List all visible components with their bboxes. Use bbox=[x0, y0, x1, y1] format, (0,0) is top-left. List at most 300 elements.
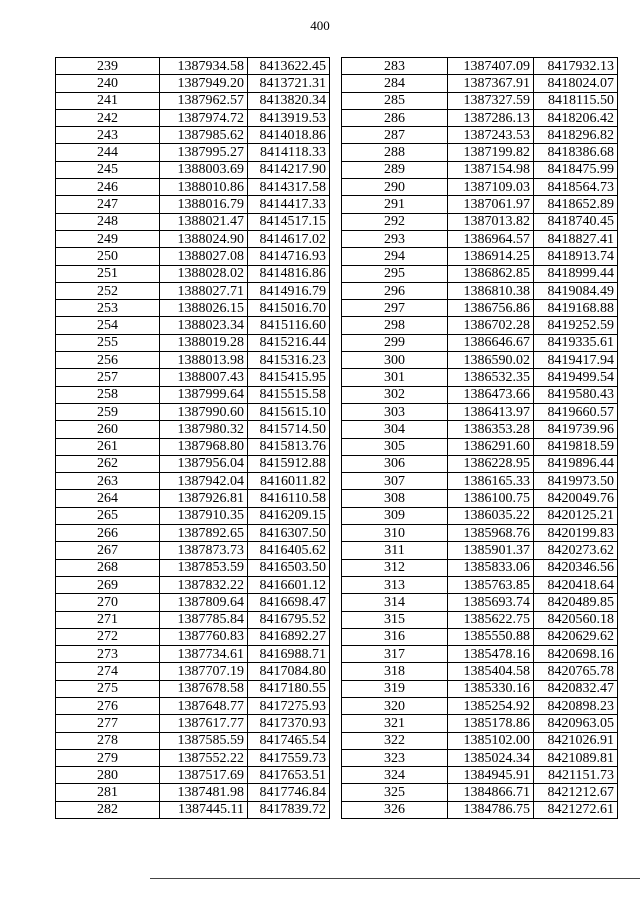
point-number-cell: 274 bbox=[56, 663, 160, 680]
y-coordinate-cell: 8419818.59 bbox=[534, 438, 618, 455]
y-coordinate-cell: 8417465.54 bbox=[248, 732, 330, 749]
table-row bbox=[56, 248, 330, 265]
y-coordinate-cell: 8416011.82 bbox=[248, 473, 330, 490]
table-row bbox=[342, 525, 618, 542]
point-number-cell: 299 bbox=[342, 334, 448, 351]
y-coordinate-cell: 8417746.84 bbox=[248, 784, 330, 801]
table-row bbox=[56, 801, 330, 818]
table-row bbox=[342, 594, 618, 611]
point-number-cell: 311 bbox=[342, 542, 448, 559]
y-coordinate-cell: 8419499.54 bbox=[534, 369, 618, 386]
x-coordinate-cell: 1387910.35 bbox=[160, 507, 248, 524]
y-coordinate-cell: 8417932.13 bbox=[534, 58, 618, 75]
x-coordinate-cell: 1386862.85 bbox=[448, 265, 534, 282]
point-number-cell: 289 bbox=[342, 161, 448, 178]
y-coordinate-cell: 8420898.23 bbox=[534, 697, 618, 714]
table-row bbox=[56, 732, 330, 749]
x-coordinate-cell: 1387934.58 bbox=[160, 58, 248, 75]
y-coordinate-cell: 8414816.86 bbox=[248, 265, 330, 282]
point-number-cell: 281 bbox=[56, 784, 160, 801]
table-row bbox=[342, 715, 618, 732]
x-coordinate-cell: 1387926.81 bbox=[160, 490, 248, 507]
x-coordinate-cell: 1388023.34 bbox=[160, 317, 248, 334]
y-coordinate-cell: 8418475.99 bbox=[534, 161, 618, 178]
x-coordinate-cell: 1387286.13 bbox=[448, 109, 534, 126]
point-number-cell: 259 bbox=[56, 403, 160, 420]
y-coordinate-cell: 8415216.44 bbox=[248, 334, 330, 351]
y-coordinate-cell: 8421212.67 bbox=[534, 784, 618, 801]
point-number-cell: 307 bbox=[342, 473, 448, 490]
table-row bbox=[342, 127, 618, 144]
x-coordinate-cell: 1384866.71 bbox=[448, 784, 534, 801]
point-number-cell: 318 bbox=[342, 663, 448, 680]
y-coordinate-cell: 8417275.93 bbox=[248, 697, 330, 714]
y-coordinate-cell: 8414517.15 bbox=[248, 213, 330, 230]
x-coordinate-cell: 1387445.11 bbox=[160, 801, 248, 818]
y-coordinate-cell: 8413820.34 bbox=[248, 92, 330, 109]
x-coordinate-cell: 1387892.65 bbox=[160, 525, 248, 542]
point-number-cell: 250 bbox=[56, 248, 160, 265]
coordinates-table-left bbox=[55, 57, 330, 819]
table-row bbox=[56, 715, 330, 732]
point-number-cell: 296 bbox=[342, 282, 448, 299]
table-row bbox=[342, 144, 618, 161]
y-coordinate-cell: 8419168.88 bbox=[534, 300, 618, 317]
table-row bbox=[56, 369, 330, 386]
x-coordinate-cell: 1387832.22 bbox=[160, 576, 248, 593]
x-coordinate-cell: 1388024.90 bbox=[160, 230, 248, 247]
x-coordinate-cell: 1386228.95 bbox=[448, 455, 534, 472]
x-coordinate-cell: 1388007.43 bbox=[160, 369, 248, 386]
x-coordinate-cell: 1388019.28 bbox=[160, 334, 248, 351]
x-coordinate-cell: 1385024.34 bbox=[448, 749, 534, 766]
x-coordinate-cell: 1387013.82 bbox=[448, 213, 534, 230]
table-row bbox=[56, 576, 330, 593]
point-number-cell: 323 bbox=[342, 749, 448, 766]
table-row bbox=[56, 196, 330, 213]
x-coordinate-cell: 1386964.57 bbox=[448, 230, 534, 247]
table-row bbox=[342, 58, 618, 75]
y-coordinate-cell: 8413919.53 bbox=[248, 109, 330, 126]
x-coordinate-cell: 1386702.28 bbox=[448, 317, 534, 334]
point-number-cell: 256 bbox=[56, 352, 160, 369]
y-coordinate-cell: 8415615.10 bbox=[248, 403, 330, 420]
point-number-cell: 315 bbox=[342, 611, 448, 628]
x-coordinate-cell: 1387327.59 bbox=[448, 92, 534, 109]
y-coordinate-cell: 8416209.15 bbox=[248, 507, 330, 524]
x-coordinate-cell: 1387109.03 bbox=[448, 179, 534, 196]
y-coordinate-cell: 8416892.27 bbox=[248, 628, 330, 645]
y-coordinate-cell: 8415116.60 bbox=[248, 317, 330, 334]
table-row bbox=[56, 127, 330, 144]
x-coordinate-cell: 1387648.77 bbox=[160, 697, 248, 714]
y-coordinate-cell: 8416503.50 bbox=[248, 559, 330, 576]
y-coordinate-cell: 8419660.57 bbox=[534, 403, 618, 420]
point-number-cell: 286 bbox=[342, 109, 448, 126]
point-number-cell: 245 bbox=[56, 161, 160, 178]
point-number-cell: 241 bbox=[56, 92, 160, 109]
y-coordinate-cell: 8416698.47 bbox=[248, 594, 330, 611]
point-number-cell: 310 bbox=[342, 525, 448, 542]
x-coordinate-cell: 1385550.88 bbox=[448, 628, 534, 645]
x-coordinate-cell: 1385330.16 bbox=[448, 680, 534, 697]
y-coordinate-cell: 8419252.59 bbox=[534, 317, 618, 334]
x-coordinate-cell: 1387481.98 bbox=[160, 784, 248, 801]
x-coordinate-cell: 1385833.06 bbox=[448, 559, 534, 576]
point-number-cell: 240 bbox=[56, 75, 160, 92]
point-number-cell: 257 bbox=[56, 369, 160, 386]
y-coordinate-cell: 8415714.50 bbox=[248, 421, 330, 438]
x-coordinate-cell: 1386035.22 bbox=[448, 507, 534, 524]
point-number-cell: 255 bbox=[56, 334, 160, 351]
bottom-divider bbox=[150, 878, 640, 879]
table-row bbox=[56, 594, 330, 611]
y-coordinate-cell: 8418206.42 bbox=[534, 109, 618, 126]
x-coordinate-cell: 1385901.37 bbox=[448, 542, 534, 559]
table-row bbox=[56, 213, 330, 230]
table-row bbox=[56, 109, 330, 126]
y-coordinate-cell: 8418386.68 bbox=[534, 144, 618, 161]
table-row bbox=[342, 161, 618, 178]
table-row bbox=[342, 92, 618, 109]
y-coordinate-cell: 8420698.16 bbox=[534, 646, 618, 663]
point-number-cell: 248 bbox=[56, 213, 160, 230]
x-coordinate-cell: 1388027.71 bbox=[160, 282, 248, 299]
y-coordinate-cell: 8421272.61 bbox=[534, 801, 618, 818]
table-row bbox=[56, 542, 330, 559]
point-number-cell: 298 bbox=[342, 317, 448, 334]
x-coordinate-cell: 1387942.04 bbox=[160, 473, 248, 490]
point-number-cell: 246 bbox=[56, 179, 160, 196]
table-row bbox=[342, 646, 618, 663]
y-coordinate-cell: 8419417.94 bbox=[534, 352, 618, 369]
point-number-cell: 314 bbox=[342, 594, 448, 611]
y-coordinate-cell: 8415016.70 bbox=[248, 300, 330, 317]
x-coordinate-cell: 1387990.60 bbox=[160, 403, 248, 420]
point-number-cell: 312 bbox=[342, 559, 448, 576]
table-row bbox=[342, 507, 618, 524]
point-number-cell: 317 bbox=[342, 646, 448, 663]
x-coordinate-cell: 1385178.86 bbox=[448, 715, 534, 732]
table-row bbox=[342, 697, 618, 714]
y-coordinate-cell: 8419335.61 bbox=[534, 334, 618, 351]
y-coordinate-cell: 8420489.85 bbox=[534, 594, 618, 611]
table-row bbox=[56, 473, 330, 490]
x-coordinate-cell: 1386590.02 bbox=[448, 352, 534, 369]
x-coordinate-cell: 1385968.76 bbox=[448, 525, 534, 542]
point-number-cell: 272 bbox=[56, 628, 160, 645]
x-coordinate-cell: 1387407.09 bbox=[448, 58, 534, 75]
table-row bbox=[342, 265, 618, 282]
x-coordinate-cell: 1388028.02 bbox=[160, 265, 248, 282]
y-coordinate-cell: 8418296.82 bbox=[534, 127, 618, 144]
table-row bbox=[56, 265, 330, 282]
x-coordinate-cell: 1385404.58 bbox=[448, 663, 534, 680]
y-coordinate-cell: 8420963.05 bbox=[534, 715, 618, 732]
x-coordinate-cell: 1385622.75 bbox=[448, 611, 534, 628]
table-row bbox=[56, 317, 330, 334]
y-coordinate-cell: 8416405.62 bbox=[248, 542, 330, 559]
table-row bbox=[56, 507, 330, 524]
table-row bbox=[56, 559, 330, 576]
table-row bbox=[342, 663, 618, 680]
y-coordinate-cell: 8418564.73 bbox=[534, 179, 618, 196]
point-number-cell: 321 bbox=[342, 715, 448, 732]
point-number-cell: 244 bbox=[56, 144, 160, 161]
y-coordinate-cell: 8415515.58 bbox=[248, 386, 330, 403]
table-row bbox=[342, 334, 618, 351]
point-number-cell: 265 bbox=[56, 507, 160, 524]
y-coordinate-cell: 8418999.44 bbox=[534, 265, 618, 282]
point-number-cell: 306 bbox=[342, 455, 448, 472]
table-row bbox=[342, 317, 618, 334]
point-number-cell: 295 bbox=[342, 265, 448, 282]
x-coordinate-cell: 1386756.86 bbox=[448, 300, 534, 317]
x-coordinate-cell: 1387734.61 bbox=[160, 646, 248, 663]
point-number-cell: 268 bbox=[56, 559, 160, 576]
point-number-cell: 294 bbox=[342, 248, 448, 265]
point-number-cell: 304 bbox=[342, 421, 448, 438]
point-number-cell: 303 bbox=[342, 403, 448, 420]
table-row bbox=[342, 576, 618, 593]
point-number-cell: 278 bbox=[56, 732, 160, 749]
y-coordinate-cell: 8419896.44 bbox=[534, 455, 618, 472]
y-coordinate-cell: 8417559.73 bbox=[248, 749, 330, 766]
table-row bbox=[342, 248, 618, 265]
table-row bbox=[342, 75, 618, 92]
y-coordinate-cell: 8420199.83 bbox=[534, 525, 618, 542]
table-row bbox=[56, 421, 330, 438]
table-row bbox=[56, 697, 330, 714]
point-number-cell: 322 bbox=[342, 732, 448, 749]
point-number-cell: 277 bbox=[56, 715, 160, 732]
y-coordinate-cell: 8416307.50 bbox=[248, 525, 330, 542]
x-coordinate-cell: 1387061.97 bbox=[448, 196, 534, 213]
point-number-cell: 316 bbox=[342, 628, 448, 645]
point-number-cell: 287 bbox=[342, 127, 448, 144]
x-coordinate-cell: 1387678.58 bbox=[160, 680, 248, 697]
point-number-cell: 283 bbox=[342, 58, 448, 75]
x-coordinate-cell: 1387585.59 bbox=[160, 732, 248, 749]
table-row bbox=[56, 161, 330, 178]
table-row bbox=[342, 196, 618, 213]
point-number-cell: 285 bbox=[342, 92, 448, 109]
x-coordinate-cell: 1387243.53 bbox=[448, 127, 534, 144]
y-coordinate-cell: 8419739.96 bbox=[534, 421, 618, 438]
point-number-cell: 305 bbox=[342, 438, 448, 455]
table-row bbox=[56, 749, 330, 766]
table-row bbox=[342, 732, 618, 749]
table-row bbox=[342, 473, 618, 490]
point-number-cell: 260 bbox=[56, 421, 160, 438]
point-number-cell: 275 bbox=[56, 680, 160, 697]
point-number-cell: 239 bbox=[56, 58, 160, 75]
x-coordinate-cell: 1388013.98 bbox=[160, 352, 248, 369]
point-number-cell: 293 bbox=[342, 230, 448, 247]
x-coordinate-cell: 1387956.04 bbox=[160, 455, 248, 472]
y-coordinate-cell: 8416601.12 bbox=[248, 576, 330, 593]
y-coordinate-cell: 8414916.79 bbox=[248, 282, 330, 299]
point-number-cell: 290 bbox=[342, 179, 448, 196]
x-coordinate-cell: 1387968.80 bbox=[160, 438, 248, 455]
y-coordinate-cell: 8420765.78 bbox=[534, 663, 618, 680]
table-row bbox=[342, 352, 618, 369]
y-coordinate-cell: 8416795.52 bbox=[248, 611, 330, 628]
point-number-cell: 284 bbox=[342, 75, 448, 92]
x-coordinate-cell: 1387199.82 bbox=[448, 144, 534, 161]
table-row bbox=[342, 403, 618, 420]
table-row bbox=[56, 58, 330, 75]
y-coordinate-cell: 8413622.45 bbox=[248, 58, 330, 75]
point-number-cell: 262 bbox=[56, 455, 160, 472]
table-row bbox=[342, 680, 618, 697]
table-row bbox=[56, 680, 330, 697]
y-coordinate-cell: 8421089.81 bbox=[534, 749, 618, 766]
x-coordinate-cell: 1384945.91 bbox=[448, 767, 534, 784]
point-number-cell: 282 bbox=[56, 801, 160, 818]
x-coordinate-cell: 1387617.77 bbox=[160, 715, 248, 732]
y-coordinate-cell: 8419084.49 bbox=[534, 282, 618, 299]
y-coordinate-cell: 8420832.47 bbox=[534, 680, 618, 697]
table-row bbox=[56, 767, 330, 784]
x-coordinate-cell: 1387785.84 bbox=[160, 611, 248, 628]
y-coordinate-cell: 8414716.93 bbox=[248, 248, 330, 265]
x-coordinate-cell: 1388021.47 bbox=[160, 213, 248, 230]
coordinates-table-right bbox=[341, 57, 618, 819]
table-row bbox=[342, 421, 618, 438]
x-coordinate-cell: 1387949.20 bbox=[160, 75, 248, 92]
y-coordinate-cell: 8417839.72 bbox=[248, 801, 330, 818]
point-number-cell: 254 bbox=[56, 317, 160, 334]
y-coordinate-cell: 8420418.64 bbox=[534, 576, 618, 593]
table-row bbox=[56, 438, 330, 455]
table-row bbox=[56, 628, 330, 645]
x-coordinate-cell: 1384786.75 bbox=[448, 801, 534, 818]
table-row bbox=[56, 300, 330, 317]
table-row bbox=[56, 386, 330, 403]
x-coordinate-cell: 1388026.15 bbox=[160, 300, 248, 317]
x-coordinate-cell: 1386291.60 bbox=[448, 438, 534, 455]
x-coordinate-cell: 1388027.08 bbox=[160, 248, 248, 265]
x-coordinate-cell: 1385478.16 bbox=[448, 646, 534, 663]
point-number-cell: 324 bbox=[342, 767, 448, 784]
y-coordinate-cell: 8421026.91 bbox=[534, 732, 618, 749]
y-coordinate-cell: 8421151.73 bbox=[534, 767, 618, 784]
y-coordinate-cell: 8420273.62 bbox=[534, 542, 618, 559]
table-row bbox=[56, 455, 330, 472]
point-number-cell: 263 bbox=[56, 473, 160, 490]
table-row bbox=[342, 438, 618, 455]
y-coordinate-cell: 8418740.45 bbox=[534, 213, 618, 230]
table-row bbox=[56, 75, 330, 92]
x-coordinate-cell: 1387154.98 bbox=[448, 161, 534, 178]
y-coordinate-cell: 8418024.07 bbox=[534, 75, 618, 92]
point-number-cell: 292 bbox=[342, 213, 448, 230]
point-number-cell: 279 bbox=[56, 749, 160, 766]
table-row bbox=[56, 784, 330, 801]
x-coordinate-cell: 1386473.66 bbox=[448, 386, 534, 403]
x-coordinate-cell: 1387873.73 bbox=[160, 542, 248, 559]
table-row bbox=[56, 646, 330, 663]
y-coordinate-cell: 8416110.58 bbox=[248, 490, 330, 507]
point-number-cell: 267 bbox=[56, 542, 160, 559]
point-number-cell: 264 bbox=[56, 490, 160, 507]
point-number-cell: 300 bbox=[342, 352, 448, 369]
point-number-cell: 308 bbox=[342, 490, 448, 507]
table-row bbox=[56, 144, 330, 161]
x-coordinate-cell: 1387552.22 bbox=[160, 749, 248, 766]
table-row bbox=[342, 230, 618, 247]
y-coordinate-cell: 8413721.31 bbox=[248, 75, 330, 92]
y-coordinate-cell: 8420560.18 bbox=[534, 611, 618, 628]
x-coordinate-cell: 1387995.27 bbox=[160, 144, 248, 161]
table-row bbox=[342, 628, 618, 645]
point-number-cell: 313 bbox=[342, 576, 448, 593]
x-coordinate-cell: 1386413.97 bbox=[448, 403, 534, 420]
y-coordinate-cell: 8414617.02 bbox=[248, 230, 330, 247]
point-number-cell: 301 bbox=[342, 369, 448, 386]
y-coordinate-cell: 8418827.41 bbox=[534, 230, 618, 247]
table-row bbox=[56, 490, 330, 507]
y-coordinate-cell: 8414417.33 bbox=[248, 196, 330, 213]
x-coordinate-cell: 1386646.67 bbox=[448, 334, 534, 351]
x-coordinate-cell: 1387809.64 bbox=[160, 594, 248, 611]
y-coordinate-cell: 8419973.50 bbox=[534, 473, 618, 490]
x-coordinate-cell: 1387974.72 bbox=[160, 109, 248, 126]
y-coordinate-cell: 8419580.43 bbox=[534, 386, 618, 403]
y-coordinate-cell: 8415912.88 bbox=[248, 455, 330, 472]
y-coordinate-cell: 8416988.71 bbox=[248, 646, 330, 663]
table-row bbox=[56, 611, 330, 628]
table-row bbox=[342, 490, 618, 507]
table-row bbox=[56, 403, 330, 420]
y-coordinate-cell: 8417180.55 bbox=[248, 680, 330, 697]
point-number-cell: 319 bbox=[342, 680, 448, 697]
x-coordinate-cell: 1386532.35 bbox=[448, 369, 534, 386]
x-coordinate-cell: 1386810.38 bbox=[448, 282, 534, 299]
point-number-cell: 271 bbox=[56, 611, 160, 628]
table-row bbox=[56, 663, 330, 680]
point-number-cell: 291 bbox=[342, 196, 448, 213]
table-row bbox=[342, 109, 618, 126]
table-row bbox=[56, 334, 330, 351]
page-number: 400 bbox=[310, 18, 330, 33]
y-coordinate-cell: 8414217.90 bbox=[248, 161, 330, 178]
point-number-cell: 297 bbox=[342, 300, 448, 317]
y-coordinate-cell: 8420049.76 bbox=[534, 490, 618, 507]
point-number-cell: 288 bbox=[342, 144, 448, 161]
table-row bbox=[342, 179, 618, 196]
table-row bbox=[342, 767, 618, 784]
y-coordinate-cell: 8420346.56 bbox=[534, 559, 618, 576]
point-number-cell: 242 bbox=[56, 109, 160, 126]
x-coordinate-cell: 1386165.33 bbox=[448, 473, 534, 490]
x-coordinate-cell: 1386100.75 bbox=[448, 490, 534, 507]
y-coordinate-cell: 8418115.50 bbox=[534, 92, 618, 109]
y-coordinate-cell: 8418652.89 bbox=[534, 196, 618, 213]
x-coordinate-cell: 1388016.79 bbox=[160, 196, 248, 213]
x-coordinate-cell: 1387999.64 bbox=[160, 386, 248, 403]
table-row bbox=[342, 455, 618, 472]
x-coordinate-cell: 1386914.25 bbox=[448, 248, 534, 265]
table-row bbox=[56, 282, 330, 299]
point-number-cell: 270 bbox=[56, 594, 160, 611]
table-row bbox=[342, 542, 618, 559]
point-number-cell: 276 bbox=[56, 697, 160, 714]
point-number-cell: 261 bbox=[56, 438, 160, 455]
table-row bbox=[342, 300, 618, 317]
point-number-cell: 302 bbox=[342, 386, 448, 403]
